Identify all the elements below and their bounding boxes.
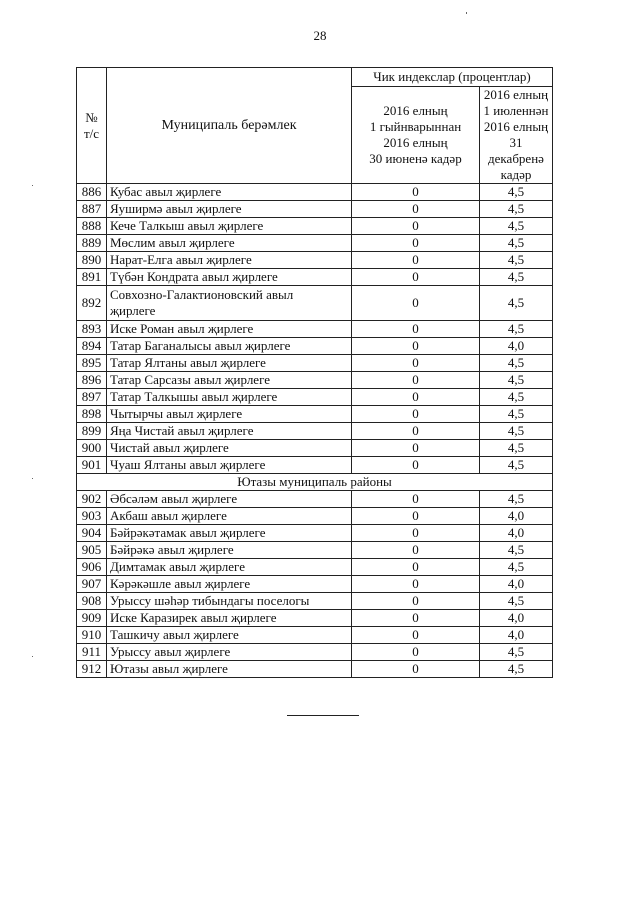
- row-number: 909: [77, 610, 107, 627]
- row-name: Акбаш авыл җирлеге: [107, 508, 352, 525]
- table-row: [77, 252, 553, 269]
- row-name: Яңа Чистай авыл җирлеге: [107, 423, 352, 440]
- header-period-1: [352, 87, 480, 184]
- table-row: [77, 269, 553, 286]
- table-row: [77, 235, 553, 252]
- table-row: [77, 661, 553, 678]
- table-row: [77, 627, 553, 644]
- row-period-1-value: 0: [352, 372, 480, 389]
- row-period-2-value: 4,5: [480, 269, 553, 286]
- row-period-2-value: 4,5: [480, 252, 553, 269]
- table-row: [77, 457, 553, 474]
- row-period-1-value: 0: [352, 457, 480, 474]
- header-limit-indices: Чик индекслар (процентлар): [352, 68, 553, 87]
- row-number: 901: [77, 457, 107, 474]
- row-name: Чуаш Ялтаны авыл җирлеге: [107, 457, 352, 474]
- row-period-2-value: 4,5: [480, 491, 553, 508]
- row-period-1-value: 0: [352, 286, 480, 321]
- row-name: Кубас авыл җирлеге: [107, 184, 352, 201]
- row-period-1-value: 0: [352, 491, 480, 508]
- row-period-1-value: 0: [352, 406, 480, 423]
- row-period-2-value: 4,5: [480, 423, 553, 440]
- header-period-1-line: 1 гыйнварыннан: [369, 119, 462, 134]
- row-number: 902: [77, 491, 107, 508]
- header-municipality: Муниципаль берәмлек: [107, 68, 352, 184]
- row-period-2-value: 4,5: [480, 218, 553, 235]
- row-name: Нарат-Елга авыл җирлеге: [107, 252, 352, 269]
- row-number: 887: [77, 201, 107, 218]
- indices-table: [76, 67, 553, 678]
- row-name: Урыссу шәһәр тибындагы поселогы: [107, 593, 352, 610]
- table-row: [77, 423, 553, 440]
- row-period-2-value: 4,0: [480, 525, 553, 542]
- row-name: Татар Баганалысы авыл җирлеге: [107, 338, 352, 355]
- row-number: 896: [77, 372, 107, 389]
- header-period-1-line: 2016 елның: [383, 103, 448, 118]
- row-name: Мөслим авыл җирлеге: [107, 235, 352, 252]
- row-period-1-value: 0: [352, 661, 480, 678]
- row-number: 900: [77, 440, 107, 457]
- row-name: Димтамак авыл җирлеге: [107, 559, 352, 576]
- row-name: Иске Каразирек авыл җирлеге: [107, 610, 352, 627]
- row-number: 906: [77, 559, 107, 576]
- row-name: Кәрәкәшле авыл җирлеге: [107, 576, 352, 593]
- row-number: 912: [77, 661, 107, 678]
- header-number: [77, 68, 107, 184]
- header-period-2-line: 31 декабренә: [488, 135, 544, 166]
- row-period-1-value: 0: [352, 508, 480, 525]
- row-period-1-value: 0: [352, 610, 480, 627]
- row-name-line: Совхозно-Галактионовский авыл: [110, 287, 294, 302]
- table-row: [77, 610, 553, 627]
- row-period-1-value: 0: [352, 389, 480, 406]
- table-row: [77, 389, 553, 406]
- row-period-2-value: 4,0: [480, 338, 553, 355]
- row-name: Әбсәләм авыл җирлеге: [107, 491, 352, 508]
- row-period-2-value: 4,5: [480, 661, 553, 678]
- row-period-1-value: 0: [352, 321, 480, 338]
- row-period-1-value: 0: [352, 201, 480, 218]
- row-name: Ютазы авыл җирлеге: [107, 661, 352, 678]
- table-row: [77, 321, 553, 338]
- table-row: [77, 440, 553, 457]
- row-name: Яуширмә авыл җирлеге: [107, 201, 352, 218]
- header-period-2-line: 2016 елның: [483, 87, 549, 102]
- row-name: Татар Ялтаны авыл җирлеге: [107, 355, 352, 372]
- row-period-1-value: 0: [352, 593, 480, 610]
- row-period-2-value: 4,5: [480, 321, 553, 338]
- row-period-1-value: 0: [352, 627, 480, 644]
- row-period-1-value: 0: [352, 235, 480, 252]
- row-number: 903: [77, 508, 107, 525]
- row-period-1-value: 0: [352, 269, 480, 286]
- table-row: [77, 372, 553, 389]
- row-period-2-value: 4,0: [480, 610, 553, 627]
- row-period-1-value: 0: [352, 542, 480, 559]
- row-period-1-value: 0: [352, 576, 480, 593]
- row-period-1-value: 0: [352, 559, 480, 576]
- row-name-line: җирлеге: [110, 303, 156, 318]
- row-name: [107, 286, 352, 321]
- row-period-2-value: 4,5: [480, 644, 553, 661]
- row-number: 892: [77, 286, 107, 321]
- table-row: [77, 201, 553, 218]
- table-row: [77, 406, 553, 423]
- row-period-2-value: 4,5: [480, 457, 553, 474]
- row-period-2-value: 4,0: [480, 576, 553, 593]
- row-period-1-value: 0: [352, 184, 480, 201]
- row-name: Бәйрәкә авыл җирлеге: [107, 542, 352, 559]
- row-period-2-value: 4,5: [480, 593, 553, 610]
- row-period-1-value: 0: [352, 644, 480, 661]
- row-name: Бәйрәкәтамак авыл җирлеге: [107, 525, 352, 542]
- row-number: 889: [77, 235, 107, 252]
- row-name: Чистай авыл җирлеге: [107, 440, 352, 457]
- table-row: [77, 542, 553, 559]
- row-period-1-value: 0: [352, 423, 480, 440]
- row-number: 894: [77, 338, 107, 355]
- table-row: [77, 576, 553, 593]
- row-period-2-value: 4,0: [480, 508, 553, 525]
- table-row: [77, 286, 553, 321]
- header-period-2-line: 2016 елның: [483, 119, 549, 134]
- table-row: [77, 644, 553, 661]
- row-period-1-value: 0: [352, 355, 480, 372]
- row-number: 904: [77, 525, 107, 542]
- scan-mark: [32, 656, 33, 657]
- scan-mark: [32, 478, 33, 479]
- header-period-2-line: кадәр: [500, 167, 532, 182]
- table-row: [77, 593, 553, 610]
- row-period-2-value: 4,5: [480, 286, 553, 321]
- row-number: 897: [77, 389, 107, 406]
- row-period-2-value: 4,0: [480, 627, 553, 644]
- table-row: [77, 559, 553, 576]
- row-period-2-value: 4,5: [480, 355, 553, 372]
- row-number: 911: [77, 644, 107, 661]
- row-period-1-value: 0: [352, 218, 480, 235]
- row-period-2-value: 4,5: [480, 372, 553, 389]
- row-period-2-value: 4,5: [480, 235, 553, 252]
- row-number: 899: [77, 423, 107, 440]
- row-period-1-value: 0: [352, 525, 480, 542]
- row-name: Ташкичу авыл җирлеге: [107, 627, 352, 644]
- row-number: 893: [77, 321, 107, 338]
- footer-divider: [287, 715, 359, 716]
- row-number: 907: [77, 576, 107, 593]
- section-title: Ютазы муниципаль районы: [77, 474, 553, 491]
- row-period-2-value: 4,5: [480, 184, 553, 201]
- row-number: 905: [77, 542, 107, 559]
- table-row: [77, 338, 553, 355]
- row-period-2-value: 4,5: [480, 389, 553, 406]
- row-number: 886: [77, 184, 107, 201]
- scan-mark: [32, 185, 33, 186]
- row-period-1-value: 0: [352, 440, 480, 457]
- table-body-b: [77, 321, 553, 474]
- row-number: 895: [77, 355, 107, 372]
- header-number-line2: т/с: [83, 125, 100, 141]
- table-row: [77, 184, 553, 201]
- row-name: Урыссу авыл җирлеге: [107, 644, 352, 661]
- row-period-2-value: 4,5: [480, 201, 553, 218]
- row-period-2-value: 4,5: [480, 440, 553, 457]
- section-row: [77, 474, 553, 491]
- table-row: [77, 525, 553, 542]
- page-number: 28: [313, 28, 327, 43]
- row-name: Чытырчы авыл җирлеге: [107, 406, 352, 423]
- row-name: Иске Роман авыл җирлеге: [107, 321, 352, 338]
- row-name: Кече Талкыш авыл җирлеге: [107, 218, 352, 235]
- table-row: [77, 218, 553, 235]
- table-body-tall: [77, 286, 553, 321]
- row-number: 888: [77, 218, 107, 235]
- header-period-2-line: 1 июленнән: [483, 103, 549, 118]
- row-name: Татар Талкышы авыл җирлеге: [107, 389, 352, 406]
- row-name: Татар Сарсазы авыл җирлеге: [107, 372, 352, 389]
- scan-mark: [466, 12, 467, 14]
- table-body-section: [77, 474, 553, 491]
- header-number-line1: №: [85, 109, 98, 125]
- row-number: 891: [77, 269, 107, 286]
- header-period-1-line: 2016 елның: [383, 135, 448, 150]
- table-row: [77, 355, 553, 372]
- table-row: [77, 491, 553, 508]
- row-number: 908: [77, 593, 107, 610]
- table-body-a: [77, 184, 553, 286]
- row-period-1-value: 0: [352, 252, 480, 269]
- row-period-2-value: 4,5: [480, 559, 553, 576]
- row-period-2-value: 4,5: [480, 542, 553, 559]
- header-period-2: [480, 87, 553, 184]
- row-number: 910: [77, 627, 107, 644]
- row-period-1-value: 0: [352, 338, 480, 355]
- header-period-1-line: 30 июненә кадәр: [369, 151, 462, 166]
- row-number: 898: [77, 406, 107, 423]
- row-name: Түбән Кондрата авыл җирлеге: [107, 269, 352, 286]
- table-row: [77, 508, 553, 525]
- row-number: 890: [77, 252, 107, 269]
- row-period-2-value: 4,5: [480, 406, 553, 423]
- table-body-c: [77, 491, 553, 678]
